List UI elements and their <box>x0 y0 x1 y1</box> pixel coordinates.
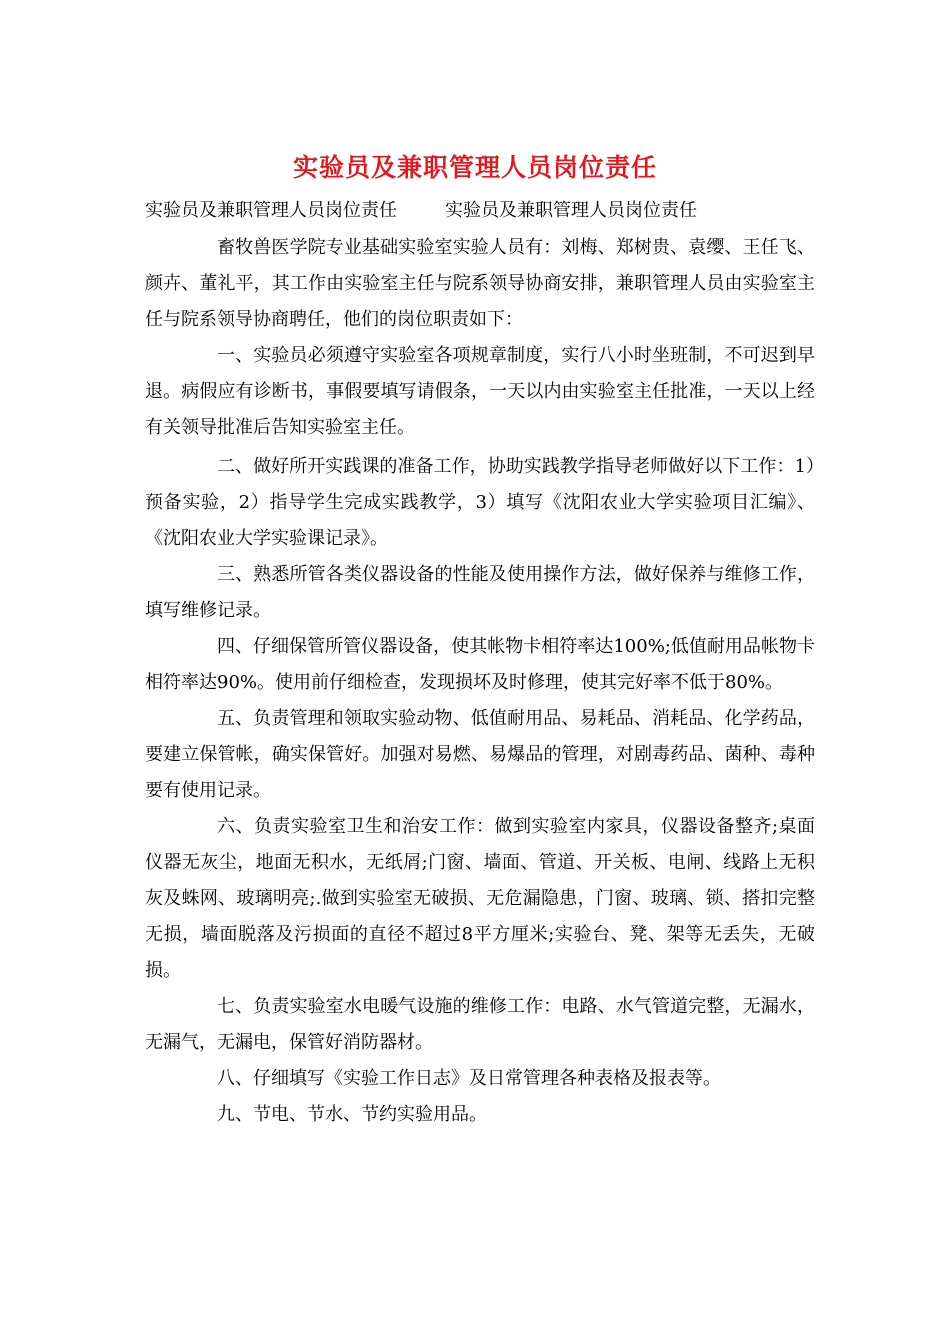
paragraph-item-3: 三、熟悉所管各类仪器设备的性能及使用操作方法，做好保养与维修工作，填写维修记录。 <box>145 564 815 621</box>
paragraph-item-6: 六、负责实验室卫生和治安工作：做到实验室内家具，仪器设备整齐;桌面仪器无灰尘，地面无积水，无纸屑;门窗、墙面、管道、开关板、电闸、线路上无积灰及蛛网、玻璃明亮;.做到实验室无破损、无危漏隐患，门窗、玻璃、锁、搭扣完整无损，墙面脱落及污损面的直径不超过8平方厘米;实验台、凳、架等无丢失，无破损。 <box>145 816 815 981</box>
paragraph-intro: 畜牧兽医学院专业基础实验室实验人员有：刘梅、郑树贵、袁缨、王任飞、颜卉、董礼平，其工作由实验室主任与院系领导协商安排，兼职管理人员由实验室主任与院系领导协商聘任，他们的岗位职责如下： <box>145 237 815 330</box>
subtitle-row <box>145 196 825 226</box>
paragraph-item-5: 五、负责管理和领取实验动物、低值耐用品、易耗品、消耗品、化学药品，要建立保管帐，确实保管好。加强对易燃、易爆品的管理，对剧毒药品、菌种、毒种要有使用记录。 <box>145 708 815 801</box>
paragraph-item-4: 四、仔细保管所管仪器设备，使其帐物卡相符率达100%;低值耐用品帐物卡相符率达90%。使用前仔细检查，发现损坏及时修理，使其完好率不低于80%。 <box>145 636 815 693</box>
paragraph-item-2: 二、做好所开实践课的准备工作，协助实践教学指导老师做好以下工作：1）预备实验，2）指导学生完成实践教学，3）填写《沈阳农业大学实验项目汇编》、《沈阳农业大学实验课记录》。 <box>145 456 815 549</box>
subtitle-right: 实验员及兼职管理人员岗位责任 <box>445 200 697 221</box>
paragraph-item-8: 八、仔细填写《实验工作日志》及日常管理各种表格及报表等。 <box>217 1068 721 1089</box>
paragraph-item-7: 七、负责实验室水电暖气设施的维修工作：电路、水气管道完整，无漏水，无漏气，无漏电，保管好消防器材。 <box>145 996 815 1053</box>
subtitle-left: 实验员及兼职管理人员岗位责任 <box>145 200 397 221</box>
paragraph-item-9: 九、节电、节水、节约实验用品。 <box>217 1104 487 1125</box>
document-body <box>145 230 815 1133</box>
document-title: 实验员及兼职管理人员岗位责任 <box>292 153 657 182</box>
paragraph-item-1: 一、实验员必须遵守实验室各项规章制度，实行八小时坐班制，不可迟到早退。病假应有诊断书，事假要填写请假条，一天以内由实验室主任批准，一天以上经有关领导批准后告知实验室主任。 <box>145 345 815 438</box>
